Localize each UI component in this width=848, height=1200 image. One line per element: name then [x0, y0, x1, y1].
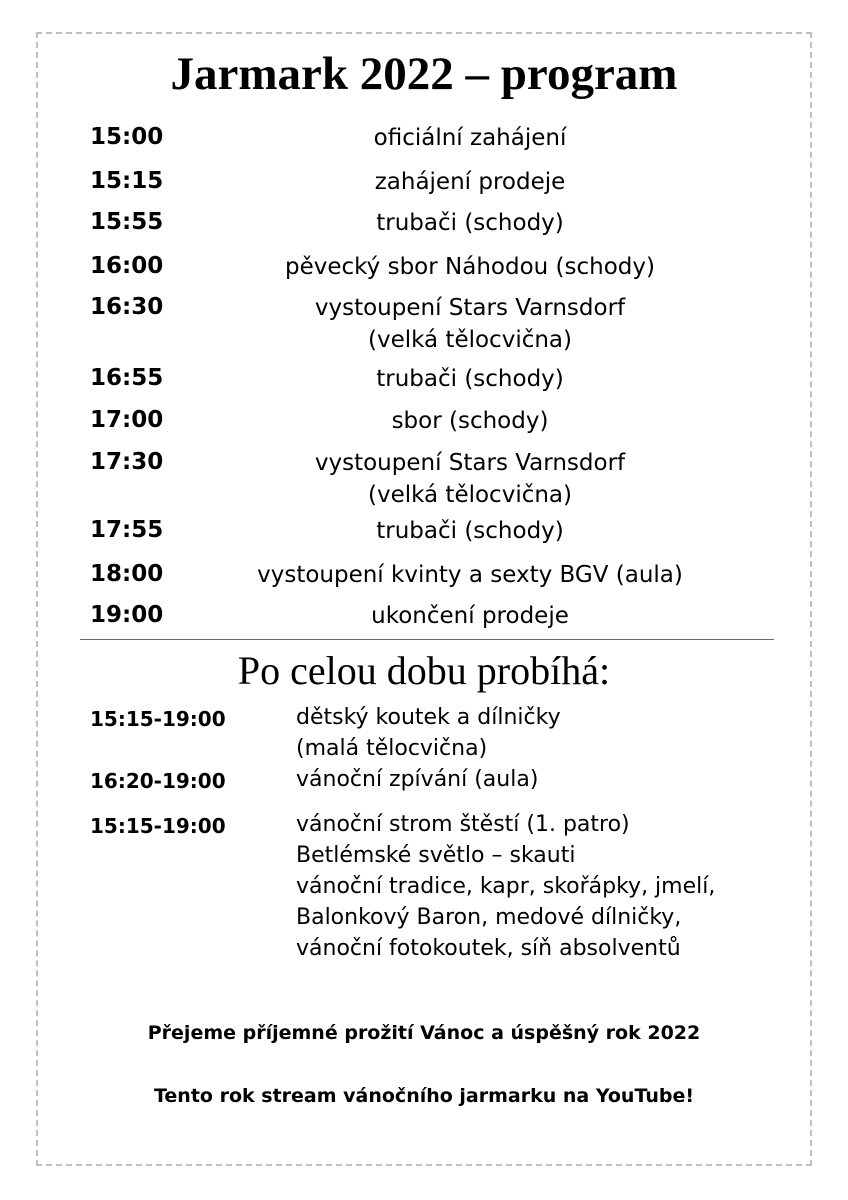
schedule-time: 15:00: [90, 124, 164, 150]
schedule-event: trubači (schody): [376, 210, 564, 236]
schedule-time: 19:00: [90, 602, 164, 628]
page-title: Jarmark 2022 – program: [170, 48, 678, 100]
schedule-time: 15:55: [90, 209, 164, 235]
ongoing-event: vánoční strom štěstí (1. patro) Betlémské světlo – skauti vánoční tradice, kapr, skořápky, jmelí, Balonkový Baron, medové dílničky, vánoční fotokoutek, síň absolventů: [296, 812, 716, 961]
schedule-event: vystoupení Stars Varnsdorf (velká tělocvična): [314, 295, 626, 353]
ongoing-title: Po celou dobu probíhá:: [237, 648, 611, 693]
schedule-event: pěvecký sbor Náhodou (schody): [285, 254, 655, 280]
schedule-time: 17:55: [90, 517, 164, 543]
schedule-time: 16:55: [90, 365, 164, 391]
divider-line: [80, 639, 774, 640]
schedule-event: zahájení prodeje: [374, 169, 566, 195]
schedule-time: 17:00: [90, 407, 164, 433]
ongoing-time: 15:15-19:00: [90, 707, 226, 731]
schedule-time: 15:15: [90, 168, 164, 194]
ongoing-time: 16:20-19:00: [90, 769, 226, 793]
ongoing-event: vánoční zpívání (aula): [296, 767, 539, 792]
schedule-event: oficiální zahájení: [373, 125, 567, 151]
schedule-time: 17:30: [90, 449, 164, 475]
schedule-event: sbor (schody): [391, 408, 549, 434]
footer-wish: Přejeme příjemné prožití Vánoc a úspěšný rok 2022: [147, 1022, 701, 1044]
dashed-border: [36, 32, 812, 1166]
footer-stream: Tento rok stream vánočního jarmarku na YouTube!: [153, 1085, 694, 1107]
schedule-event: trubači (schody): [376, 518, 564, 544]
schedule-event: vystoupení Stars Varnsdorf (velká tělocvična): [314, 450, 626, 508]
schedule-time: 16:30: [90, 294, 164, 320]
schedule-time: 18:00: [90, 561, 164, 587]
schedule-event: vystoupení kvinty a sexty BGV (aula): [257, 562, 683, 588]
ongoing-time: 15:15-19:00: [90, 814, 226, 838]
schedule-event: ukončení prodeje: [371, 603, 569, 629]
schedule-event: trubači (schody): [376, 366, 564, 392]
ongoing-event: dětský koutek a dílničky (malá tělocvična): [296, 705, 561, 761]
schedule-time: 16:00: [90, 253, 164, 279]
